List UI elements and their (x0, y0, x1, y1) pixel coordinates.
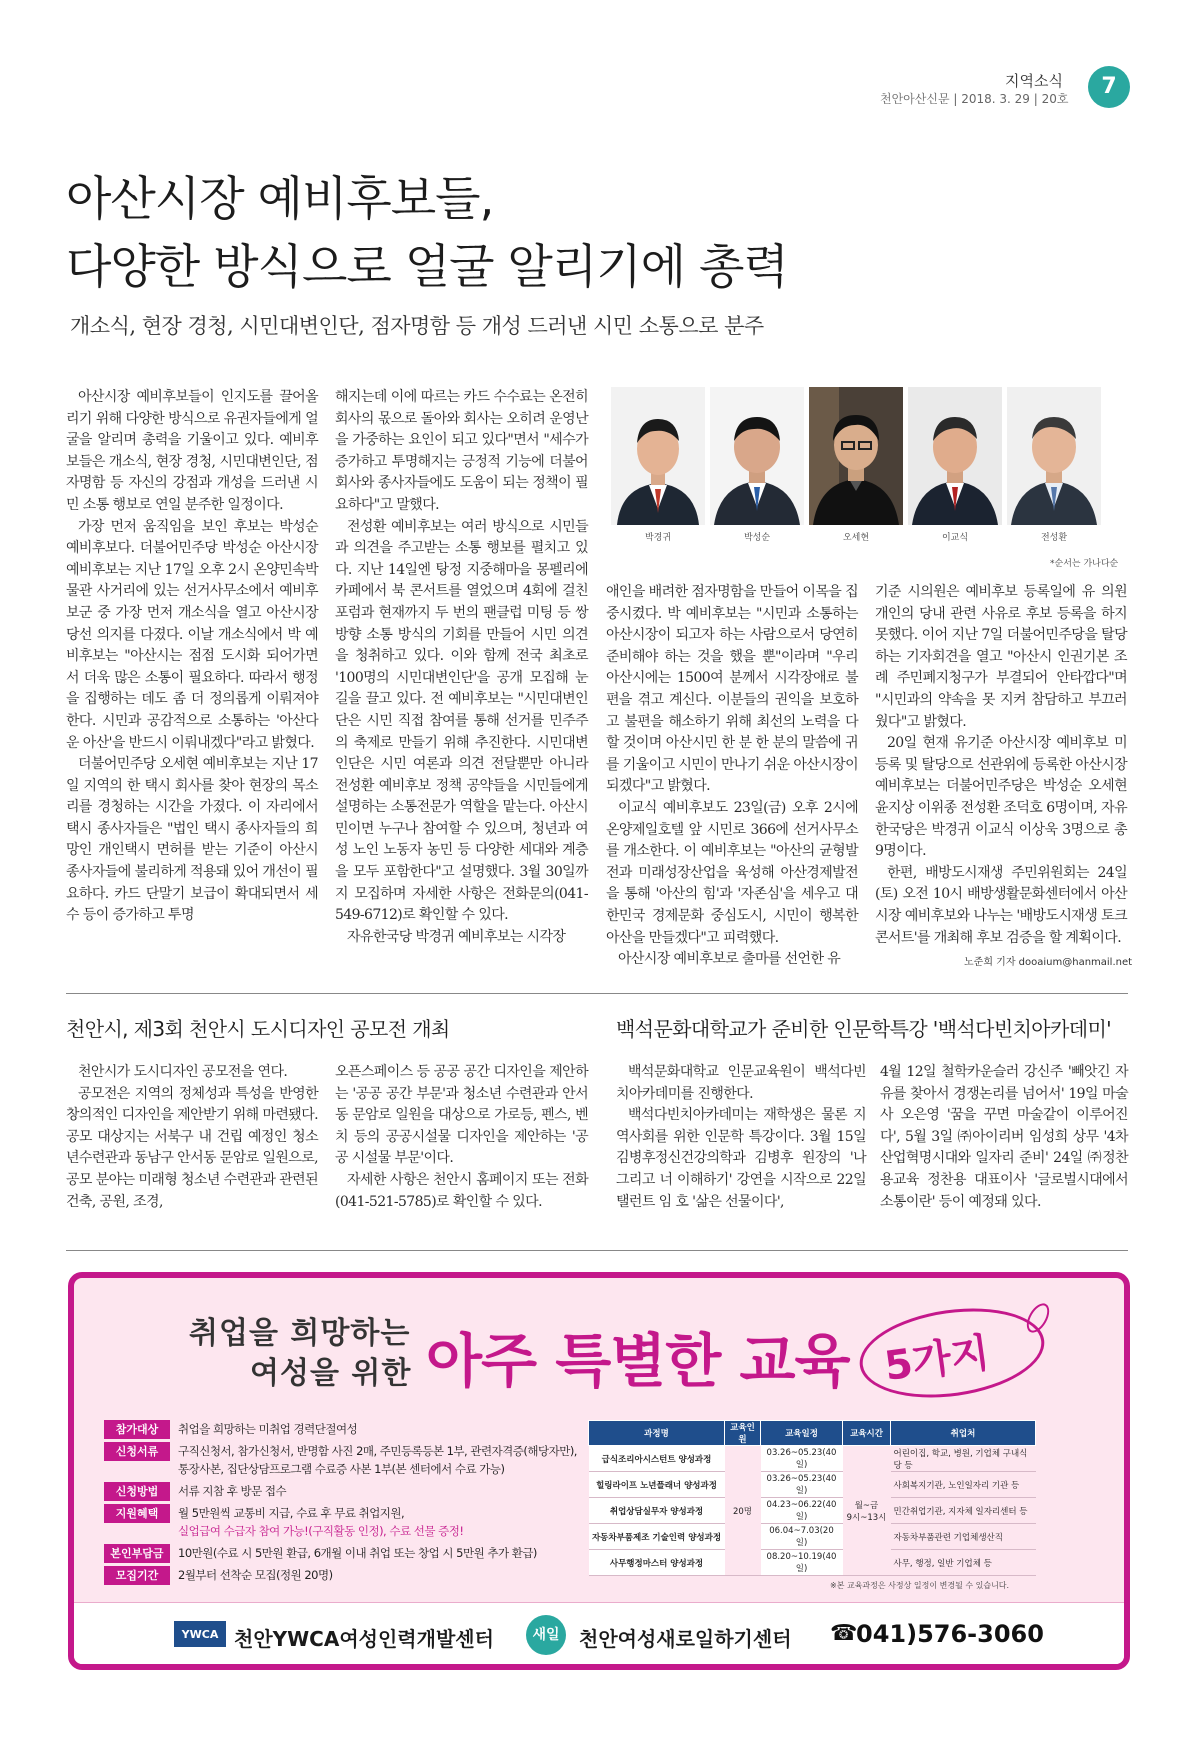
table-row (589, 1498, 1036, 1524)
table-header: 교육일정 (761, 1421, 843, 1446)
paragraph: 자유한국당 박경귀 예비후보는 시각장 (347, 928, 566, 945)
paragraph: 더불어민주당 오세현 예비후보는 지난 17일 지역의 한 택시 회사를 찾아 현장의 목소리를 경청하는 시간을 가졌다. 이 자리에서 택시 종사자들은 "법인 택시 종사자들의 희망인 개인택시 면허를 받는 기준이 아산시 종사자들에 불리하게 적용돼 있어 개선이 필요하다. 카드 단말기 보급이 확대되면서 세수 등이 증가하고 투명 (66, 756, 318, 924)
ywca-logo-icon (174, 1621, 226, 1647)
main-column-4 (875, 582, 1127, 949)
table-row (589, 1524, 1036, 1550)
phone-icon: ☎ (830, 1621, 858, 1646)
article2-column-2 (335, 1062, 588, 1213)
paragraph: 한편, 배방도시재생 주민위원회는 24일(토) 오전 10시 배방생활문화센터에서 아산시장 예비후보와 나누는 '배방도시재생 토크 콘서트'를 개최해 후보 검증을 할 계획이다. (875, 864, 1127, 946)
info-text: 취업을 희망하는 미취업 경력단절여성 (178, 1422, 358, 1436)
course-job: 민간취업기관, 지자체 일자리센터 등 (891, 1498, 1036, 1524)
photo-caption: 박성순 (743, 533, 771, 543)
page-number: 7 (1088, 66, 1130, 108)
info-label: 신청서류 (104, 1442, 170, 1461)
article-title: 천안시, 제3회 천안시 도시디자인 공모전 개최 (66, 1017, 450, 1041)
paragraph: 백석문화대학교 인문교육원이 백석다빈치아카데미를 진행한다. (616, 1064, 866, 1102)
paragraph: 공모전은 지역의 정체성과 특성을 반영한 창의적인 디자인을 제안받기 위해 마련됐다. 공모 대상지는 서북구 내 건립 예정인 청소년수련관과 동남구 안서동 문암로 일원으로, 공모 분야는 미래형 청소년 수련관과 관련된 건축, 공원, 조경, (66, 1085, 318, 1210)
ywca-logo-text: YWCA (181, 1628, 219, 1641)
info-text: 구직신청서, 참가신청서, 반명함 사진 2매, 주민등록등본 1부, 관련자격증(해당자만), (178, 1444, 577, 1458)
section-label: 지역소식 (1005, 72, 1063, 90)
article3-column-1 (616, 1062, 866, 1213)
phone-number: 041)576-3060 (856, 1620, 1044, 1648)
course-job: 어린이집, 학교, 병원, 기업체 구내식당 등 (891, 1446, 1036, 1472)
table-header: 과정명 (589, 1421, 725, 1446)
candidate-photo (908, 387, 1002, 525)
info-label: 참가대상 (104, 1420, 170, 1439)
candidate-photo (1007, 387, 1101, 525)
course-date: 03.26~05.23(40일) (761, 1446, 843, 1472)
paragraph: 오픈스페이스 등 공공 공간 디자인을 제안하는 '공공 공간 부문'과 청소년 수련관과 안서동 문암로 일원을 대상으로 가로등, 펜스, 벤치 등의 공공시설물 디자인을 제안하는 '공공 시설물 부문'이다. (335, 1064, 588, 1167)
table-header: 교육인원 (725, 1421, 761, 1446)
paragraph: 아산시장 예비후보로 출마를 선언한 유 (618, 951, 841, 968)
table-header: 취업처 (891, 1421, 1036, 1446)
course-people: 20명 (725, 1446, 761, 1576)
course-job: 사회복지기관, 노인일자리 기관 등 (891, 1472, 1036, 1498)
paragraph: 전성환 예비후보는 여러 방식으로 시민들과 의견을 주고받는 소통 행보를 펼치고 있다. 지난 14일엔 탕정 지중해마을 몽펠리에 카페에서 북 콘서트를 열었으며 4회에 걸친 포럼과 현재까지 두 번의 팬클럽 미팅 등 쌍방향 소통 방식의 기회를 만들어 시민 의견을 청취하고 있다. 이와 함께 전국 최초로 '100명의 시민대변인단'을 공개 모집해 눈길을 끌고 있다. 전 예비후보는 "시민대변인단은 시민 직접 참여를 통해 선거를 민주주의 축제로 만들기 위해 추진한다. 시민대변인단은 시민 여론과 의견 전달뿐만 아니라 전성환 예비후보 정책 공약들을 시민들에게 설명하는 소통전문가 역할을 맡는다. 아산시민이면 누구나 참여할 수 있으며, 청년과 여성 노인 노동자 농민 등 다양한 세대와 계층을 모두 포함한다"고 설명했다. 3월 30일까지 모집하며 자세한 사항은 전화문의(041-549-6712)로 확인할 수 있다. (335, 518, 588, 924)
advertisement (68, 1272, 1130, 1670)
info-text: 서류 지참 후 방문 접수 (178, 1484, 287, 1498)
main-column-1 (66, 387, 318, 927)
course-name: 사무행정마스터 양성과정 (589, 1550, 725, 1576)
article2-column-1 (66, 1062, 318, 1213)
course-time-days: 월~금 (854, 1500, 879, 1511)
photo-caption: 박경귀 (644, 533, 672, 543)
subheadline: 개소식, 현장 경청, 시민대변인단, 점자명함 등 개성 드러낸 시민 소통으로 분주 (70, 314, 764, 338)
info-text: 10만원(수료 시 5만원 환급, 6개월 이내 취업 또는 창업 시 5만원 추가 환급) (178, 1546, 537, 1560)
paragraph: 4월 12일 철학카운슬러 강신주 '빼앗긴 자유를 찾아서 경쟁논리를 넘어서' 19일 마술사 오은영 '꿈을 꾸면 마술같이 이루어진다', 5월 3일 ㈜아이리버 임성희 상무 '4차 산업혁명시대와 일자리 준비' 24일 ㈜정찬용교육 정찬용 대표이사 '글로벌시대에서 소통이란' 등이 예정돼 있다. (880, 1064, 1128, 1210)
table-header: 교육시간 (843, 1421, 891, 1446)
course-date: 03.26~05.23(40일) (761, 1472, 843, 1498)
course-date: 06.04~7.03(20일) (761, 1524, 843, 1550)
main-column-2 (335, 387, 588, 948)
paragraph: 아산시장 예비후보들이 인지도를 끌어올리기 위해 다양한 방식으로 유권자들에게 얼굴을 알리며 총력을 기울이고 있다. 예비후보들은 개소식, 현장 경청, 시민대변인단, 점자명함 등 자신의 강점과 개성을 드러낸 시민 소통 행보로 연일 분주한 일정이다. (66, 389, 318, 513)
candidate-photo (809, 387, 903, 525)
photo-caption: 전성환 (1040, 533, 1068, 543)
photo-caption: 오세현 (842, 533, 870, 543)
course-date: 08.20~10.19(40일) (761, 1550, 843, 1576)
info-text: 월 5만원씩 교통비 지급, 수료 후 무료 취업지원, (178, 1506, 405, 1520)
course-job: 자동차부품관련 기업체생산직 (891, 1524, 1036, 1550)
ad-footer (74, 1602, 1124, 1664)
paragraph: 자세한 사항은 천안시 홈페이지 또는 전화(041-521-5785)로 확인할 수 있다. (335, 1171, 588, 1210)
headline-line-2: 다양한 방식으로 얼굴 알리기에 총력 (66, 240, 788, 295)
paragraph: 애인을 배려한 점자명함을 만들어 이목을 집중시켰다. 박 예비후보는 "시민과 소통하는 아산시장이 되고자 하는 사람으로서 당연히 준비해야 하는 것을 했을 뿐"이라며 "우리 아산시에는 1500여 분께서 시각장애로 불편을 겪고 계신다. 이분들의 권익을 보호하고 불편을 해소하기 위해 최선의 노력을 다할 것이며 아산시민 한 분 한 분의 말씀에 귀를 기울이고 시민이 만나기 쉬운 아산시장이 되겠다"고 밝혔다. (606, 584, 858, 795)
photo-order-note: *순서는 가나다순 (1050, 559, 1119, 569)
info-text-highlight: 실업급여 수급자 참여 가능!(구직활동 인정), 수료 선물 증정! (178, 1524, 464, 1538)
article-title: 백석문화대학교가 준비한 인문학특강 '백석다빈치아카데미' (616, 1017, 1112, 1041)
course-date: 04.23~06.22(40일) (761, 1498, 843, 1524)
paragraph: 이교식 예비후보도 23일(금) 오후 2시에 온양제일호텔 앞 시민로 366에 선거사무소를 개소한다. 이 예비후보는 "아산의 균형발전과 미래성장산업을 육성해 아산경제발전을 통해 '아산의 힘'과 '자존심'을 세우고 대한민국 경제문화 중심도시, 시민이 행복한 아산을 만들겠다"고 피력했다. (606, 799, 858, 946)
table-row (589, 1472, 1036, 1498)
paragraph: 기준 시의원은 예비후보 등록일에 유 의원 개인의 당내 관련 사유로 후보 등록을 하지 못했다. 이어 지난 7일 더불어민주당을 탈당하는 기자회견을 열고 "아산시 인권기본 조례 주민폐지청구가 부결되어 안타깝다"며 "시민과의 약속을 못 지켜 참담하고 부끄러웠다"고 밝혔다. (875, 584, 1127, 730)
table-row (589, 1446, 1036, 1472)
candidate-photo (710, 387, 804, 525)
ad-headline-big: 아주 특별한 교육 (426, 1327, 850, 1395)
ad-note: ※본 교육과정은 사정상 일정이 변경될 수 있습니다. (830, 1581, 1010, 1590)
candidate-photo (611, 387, 705, 525)
headline-line-1: 아산시장 예비후보들, (66, 172, 494, 227)
course-name: 자동차부품제조 기술인력 양성과정 (589, 1524, 725, 1550)
info-label: 신청방법 (104, 1482, 170, 1501)
divider (66, 1250, 1128, 1251)
info-label: 지원혜택 (104, 1504, 170, 1523)
table-row (589, 1550, 1036, 1576)
main-column-3 (606, 582, 858, 971)
paragraph: 천안시가 도시디자인 공모전을 연다. (78, 1064, 288, 1080)
course-time (843, 1446, 891, 1576)
info-text: 2월부터 선착순 모집(정원 20명) (178, 1568, 333, 1582)
issue-info: 천안아산신문 | 2018. 3. 29 | 20호 (880, 92, 1069, 106)
paragraph: 해지는데 이에 따르는 카드 수수료는 온전히 회사의 몫으로 돌아와 회사는 오히려 운영난을 가중하는 요인이 되고 있다"면서 "세수가 증가하고 투명해지는 긍정적 기능에 더불어 회사와 종사자들에도 도움이 되는 정책이 필요하다"고 말했다. (335, 389, 588, 513)
organization-name: 천안여성새로일하기센터 (579, 1627, 792, 1651)
course-name: 취업상담실무자 양성과정 (589, 1498, 725, 1524)
divider (66, 993, 1128, 994)
course-time-hours: 9시~13시 (846, 1512, 887, 1523)
ad-headline-five: 5가지 (881, 1329, 993, 1391)
photo-caption: 이교식 (941, 533, 969, 543)
paragraph: 백석다빈치아카데미는 재학생은 물론 지역사회를 위한 인문학 특강이다. 3월 15일 김병후정신건강의학과 김병후 원장의 '나 그리고 너 이해하기' 강연을 시작으로 22일 탤런트 임 호 '삶은 선물이다', (616, 1107, 866, 1210)
course-name: 급식조리아시스턴트 양성과정 (589, 1446, 725, 1472)
saeil-logo-icon: 새일 (526, 1615, 566, 1655)
paragraph: 가장 먼저 움직임을 보인 후보는 박성순 예비후보다. 더불어민주당 박성순 아산시장 예비후보는 지난 17일 오후 2시 온양민속박물관 사거리에 있는 선거사무소에서 예비후보군 중 가장 먼저 개소식을 열고 아산시장 당선 의지를 다졌다. 이날 개소식에서 박 예비후보는 "아산시는 점점 도시화 되어가면서 더욱 많은 소통이 필요하다. 따라서 행정을 집행하는 데도 좀 더 정의롭게 이뤄져야 한다. 시민과 공감적으로 소통하는 '아산다운 아산'을 반드시 이뤄내겠다"라고 밝혔다. (66, 518, 318, 751)
course-table (588, 1420, 1036, 1576)
article3-column-2 (880, 1062, 1128, 1213)
table-header-row (589, 1421, 1036, 1446)
organization-name: 천안YWCA여성인력개발센터 (234, 1627, 494, 1651)
info-label: 본인부담금 (104, 1544, 170, 1563)
ad-headline-1: 취업을 희망하는 (189, 1316, 411, 1351)
ad-headline-2: 여성을 위한 (250, 1356, 412, 1391)
course-job: 사무, 행정, 일반 기업체 등 (891, 1550, 1036, 1576)
info-text: 통장사본, 집단상담프로그램 수료증 사본 1부(본 센터에서 수료 가능) (178, 1462, 505, 1476)
course-name: 힐링라이프 노년플래너 양성과정 (589, 1472, 725, 1498)
paragraph: 20일 현재 유기준 아산시장 예비후보 미등록 및 탈당으로 선관위에 등록한 아산시장 예비후보는 더불어민주당은 박성순 오세현 윤지상 이위종 전성환 조덕호 6명이며, 자유한국당은 박경귀 이교식 이상욱 3명으로 총 9명이다. (875, 735, 1127, 860)
info-label: 모집기간 (104, 1566, 170, 1585)
byline: 노준희 기자 dooaium@hanmail.net (964, 957, 1133, 968)
